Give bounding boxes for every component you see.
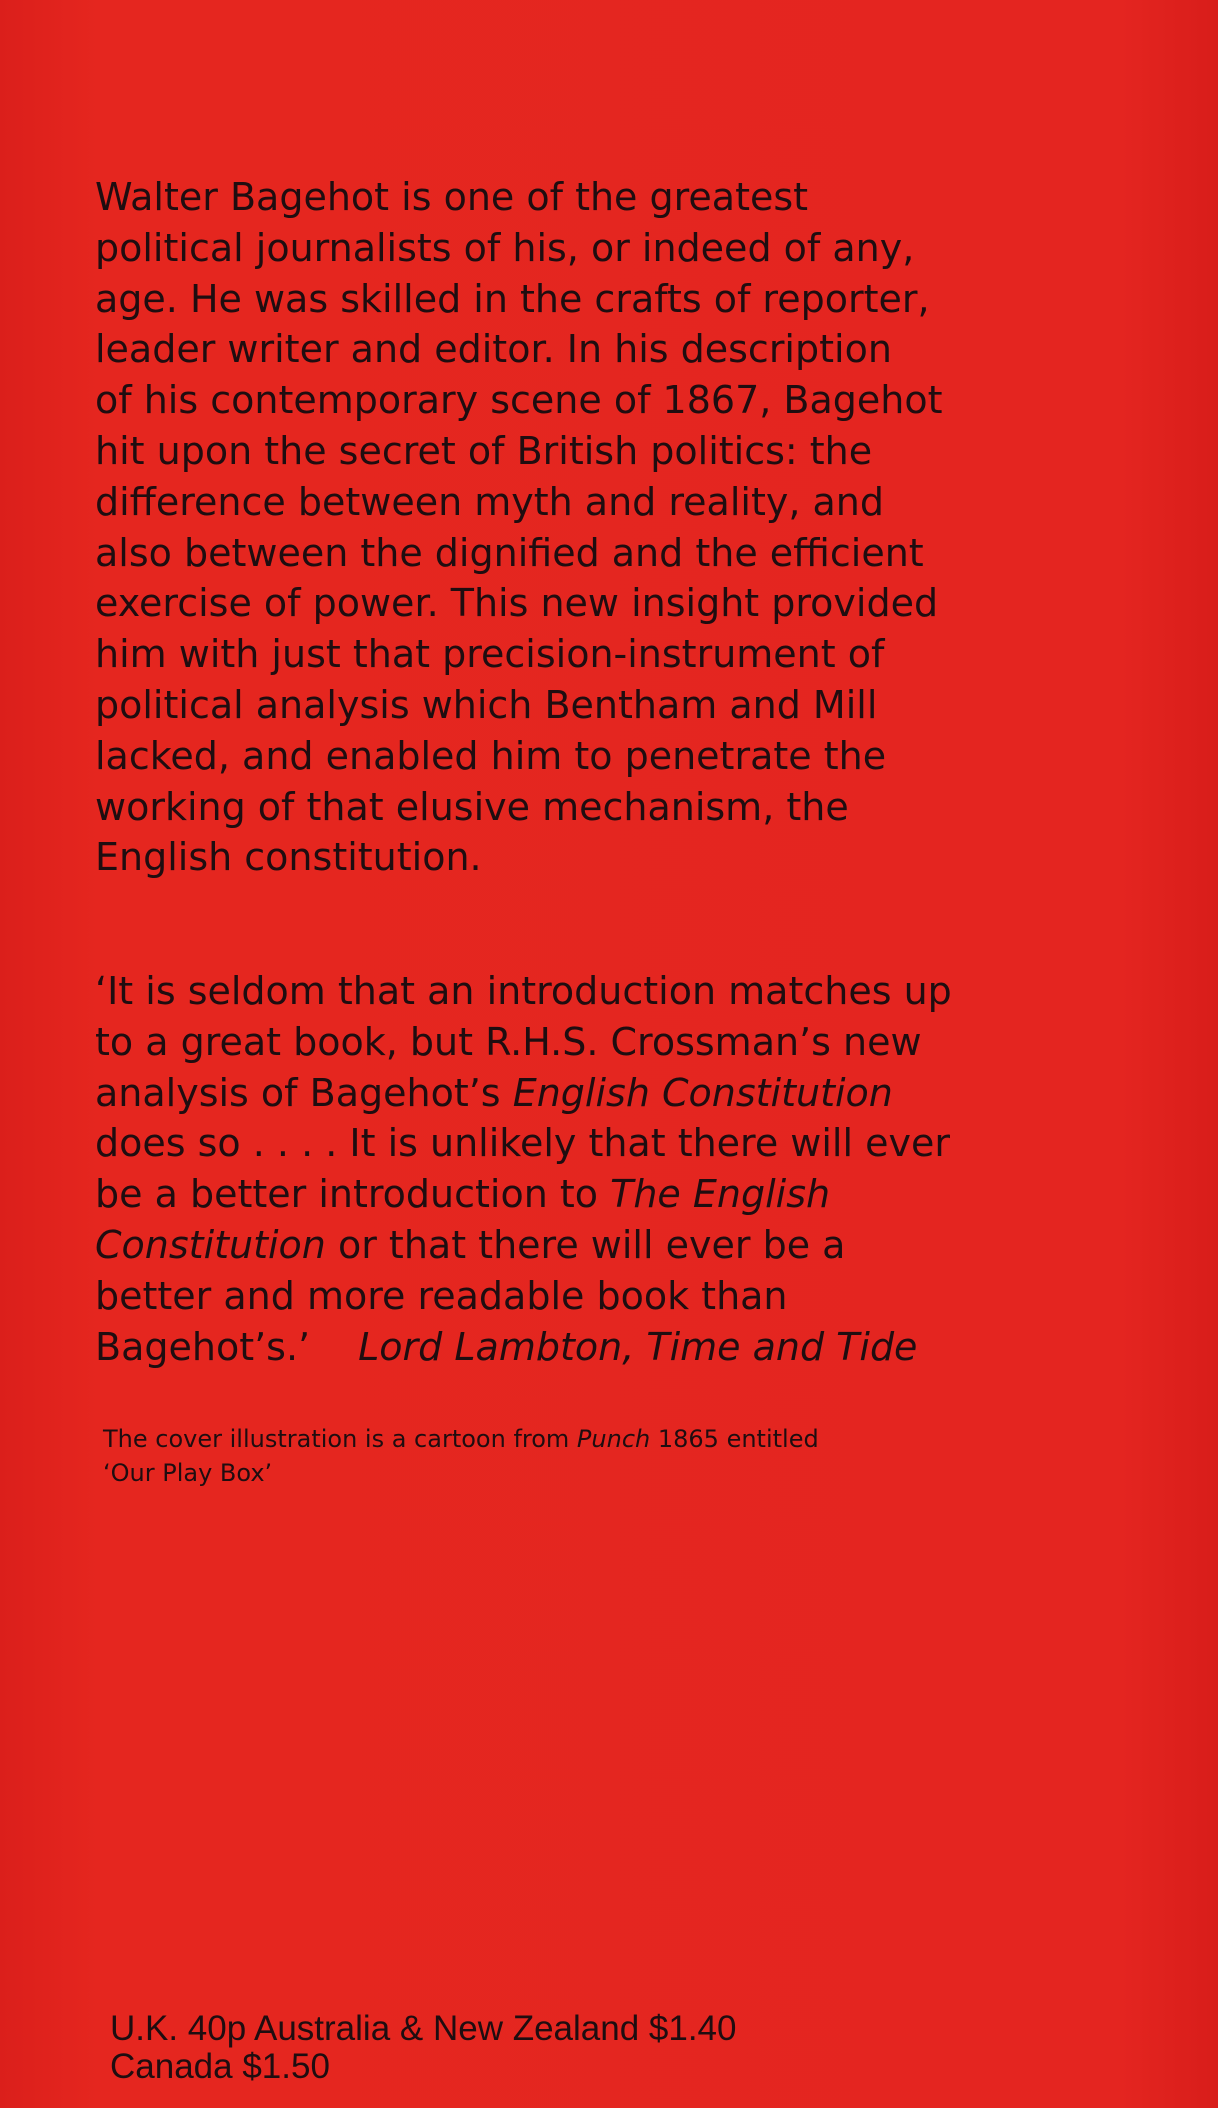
blurb-line: exercise of power. This new insight provided [95, 581, 939, 626]
caption-line: ‘Our Play Box’ [103, 1459, 273, 1487]
review-line: better and more readable book than [95, 1273, 788, 1318]
review-text: analysis of Bagehot’s [95, 1070, 513, 1115]
book-title-italic: English Constitution [512, 1070, 893, 1115]
review-line [95, 1220, 1035, 1271]
caption-line [103, 1422, 1003, 1456]
review-attribution: Lord Lambton, Time and Tide [358, 1324, 918, 1369]
blurb-line: lacked, and enabled him to penetrate the [95, 733, 887, 778]
book-title-italic: Constitution [95, 1222, 326, 1267]
review-quote [95, 966, 1035, 1372]
price-line: U.K. 40p Australia & New Zealand $1.40 [110, 2009, 737, 2048]
review-text: be a better introduction to [95, 1172, 611, 1217]
blurb-line: also between the dignified and the efficient [95, 530, 924, 575]
cover-illustration-note [103, 1422, 1003, 1490]
punch-title-italic: Punch [576, 1425, 651, 1453]
review-line [95, 1169, 1035, 1220]
blurb-line: hit upon the secret of British politics: the [95, 428, 873, 473]
blurb-line: English constitution. [95, 835, 482, 880]
price-line: Canada $1.50 [110, 2047, 330, 2086]
price-list [110, 2010, 736, 2086]
book-title-italic: The English [610, 1172, 831, 1217]
caption-text: The cover illustration is a cartoon from [103, 1425, 577, 1453]
blurb-line: difference between myth and reality, and [95, 479, 884, 524]
review-line [95, 1322, 1035, 1373]
blurb-line: working of that elusive mechanism, the [95, 784, 849, 829]
blurb-line: leader writer and editor. In his description [95, 327, 892, 372]
blurb-line: Walter Bagehot is one of the greatest [95, 175, 809, 219]
blurb-line: political journalists of his, or indeed of any, [95, 225, 915, 270]
caption-text: 1865 entitled [650, 1425, 819, 1453]
review-line: ‘It is seldom that an introduction matches up [95, 969, 952, 1013]
review-line [95, 1068, 1035, 1119]
review-line: to a great book, but R.H.S. Crossman’s new [95, 1019, 922, 1064]
blurb-line: political analysis which Bentham and Mill [95, 682, 878, 727]
blurb-line: him with just that precision-instrument of [95, 632, 885, 677]
blurb-line: of his contemporary scene of 1867, Bagehot [95, 378, 943, 423]
blurb-paragraph [95, 172, 1035, 883]
blurb-line: age. He was skilled in the crafts of reporter, [95, 276, 930, 321]
review-text: Bagehot’s.’ [95, 1324, 311, 1369]
review-text: or that there will ever be a [325, 1222, 846, 1267]
review-line: does so . . . . It is unlikely that there will ever [95, 1121, 950, 1166]
